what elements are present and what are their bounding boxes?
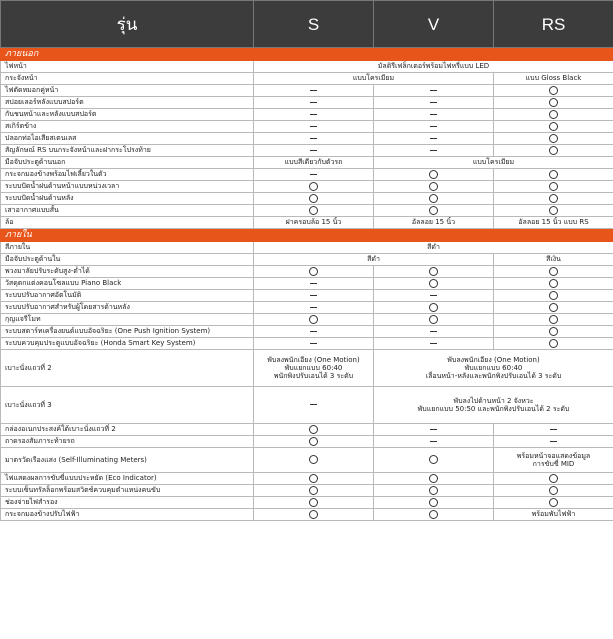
cell-value xyxy=(374,350,613,387)
table-row xyxy=(1,169,613,181)
table-row xyxy=(1,314,613,326)
row-label: ระบบปรับอากาศอัตโนมัติ xyxy=(1,290,254,302)
circle-icon xyxy=(309,315,318,324)
row-label: กล่องอเนกประสงค์ใต้เบาะนั่งแถวที่ 2 xyxy=(1,424,254,436)
table-row xyxy=(1,436,613,448)
meter-note: การขับขี่ MID xyxy=(532,460,575,468)
dash-icon xyxy=(430,150,437,151)
cell-value: ฝาครอบล้อ 15 นิ้ว xyxy=(254,217,374,229)
circle-icon xyxy=(309,474,318,483)
circle-icon xyxy=(549,134,558,143)
circle-icon xyxy=(549,110,558,119)
seat-note: พับแยกแบบ 60:40 xyxy=(464,364,523,372)
table-row xyxy=(1,205,613,217)
circle-icon xyxy=(309,194,318,203)
circle-icon xyxy=(429,510,438,519)
dash-icon xyxy=(550,441,557,442)
row-label: พวงมาลัยปรับระดับสูง-ต่ำได้ xyxy=(1,266,254,278)
cell-value: อัลลอย 15 นิ้ว แบบ RS xyxy=(494,217,613,229)
row-label: สปอยเลอร์หลังแบบสปอร์ต xyxy=(1,97,254,109)
section-interior: ภายใน xyxy=(1,229,613,242)
table-row xyxy=(1,302,613,314)
row-label: กระจังหน้า xyxy=(1,73,254,85)
cell-value: อัลลอย 15 นิ้ว xyxy=(374,217,494,229)
row-label: ระบบปรับอากาศสำหรับผู้โดยสารด้านหลัง xyxy=(1,302,254,314)
cell-value: สีดำ xyxy=(254,254,494,266)
dash-icon xyxy=(430,429,437,430)
circle-icon xyxy=(309,206,318,215)
circle-icon xyxy=(309,486,318,495)
circle-icon xyxy=(549,267,558,276)
table-row xyxy=(1,85,613,97)
row-label: ระบบควบคุมประตูแบบอัจฉริยะ (Honda Smart Key System) xyxy=(1,338,254,350)
cell-value: สีเงิน xyxy=(494,254,613,266)
dash-icon xyxy=(310,114,317,115)
circle-icon xyxy=(429,267,438,276)
circle-icon xyxy=(549,206,558,215)
row-label: ไฟแสดงผลการขับขี่แบบประหยัด (Eco Indicator) xyxy=(1,473,254,485)
table-row xyxy=(1,290,613,302)
circle-icon xyxy=(309,455,318,464)
dash-icon xyxy=(310,331,317,332)
dash-icon xyxy=(310,283,317,284)
circle-icon xyxy=(309,182,318,191)
circle-icon xyxy=(549,339,558,348)
table-row xyxy=(1,97,613,109)
table-row xyxy=(1,266,613,278)
row-label: ไฟตัดหมอกคู่หน้า xyxy=(1,85,254,97)
circle-icon xyxy=(549,194,558,203)
table-row xyxy=(1,193,613,205)
seat-note: เลื่อนหน้า-หลังและพนักพิงปรับเอนได้ 3 ระดับ xyxy=(425,372,562,380)
table-row xyxy=(1,181,613,193)
table-row xyxy=(1,133,613,145)
meter-note: พร้อมหน้าจอแสดงข้อมูล xyxy=(516,452,591,460)
table-row xyxy=(1,109,613,121)
row-label: กันชนหน้าและหลังแบบสปอร์ต xyxy=(1,109,254,121)
row-label: กุญแจรีโมท xyxy=(1,314,254,326)
table-row xyxy=(1,485,613,497)
circle-icon xyxy=(309,498,318,507)
dash-icon xyxy=(310,138,317,139)
row-label: กระจกมองข้างพร้อมไฟเลี้ยวในตัว xyxy=(1,169,254,181)
table-row xyxy=(1,326,613,338)
dash-icon xyxy=(430,102,437,103)
row-label: ระบบเซ็นทรัลล็อกพร้อมสวิตช์ควบคุมตำแหน่งคนขับ xyxy=(1,485,254,497)
seat-note: พับแยกแบบ 60:40 xyxy=(284,364,343,372)
cell-value: แบบ Gloss Black xyxy=(494,73,613,85)
dash-icon xyxy=(310,174,317,175)
circle-icon xyxy=(549,474,558,483)
table-row xyxy=(1,278,613,290)
dash-icon xyxy=(310,150,317,151)
row-label: ระบบปัดน้ำฝนด้านหลัง xyxy=(1,193,254,205)
row-label: เบาะนั่งแถวที่ 2 xyxy=(1,350,254,387)
header-row xyxy=(1,1,613,48)
seat-note: พับลงไปด้านหน้า 2 จังหวะ xyxy=(453,397,534,405)
circle-icon xyxy=(429,315,438,324)
circle-icon xyxy=(549,486,558,495)
dash-icon xyxy=(310,102,317,103)
table-row xyxy=(1,424,613,436)
dash-icon xyxy=(430,114,437,115)
circle-icon xyxy=(549,327,558,336)
circle-icon xyxy=(429,474,438,483)
circle-icon xyxy=(309,267,318,276)
table-row xyxy=(1,509,613,521)
seat-note: พนักพิงปรับเอนได้ 3 ระดับ xyxy=(273,372,354,380)
circle-icon xyxy=(429,486,438,495)
cell-value xyxy=(374,387,613,424)
row-label: มือจับประตูด้านนอก xyxy=(1,157,254,169)
row-label: เบาะนั่งแถวที่ 3 xyxy=(1,387,254,424)
circle-icon xyxy=(549,98,558,107)
table-row xyxy=(1,350,613,387)
circle-icon xyxy=(549,303,558,312)
header-s: S xyxy=(254,1,374,48)
row-label: ระบบสตาร์ทเครื่องยนต์แบบอัจฉริยะ (One Push Ignition System) xyxy=(1,326,254,338)
row-label: ระบบปัดน้ำฝนด้านหน้าแบบหน่วงเวลา xyxy=(1,181,254,193)
row-label: ไฟหน้า xyxy=(1,61,254,73)
row-label: วัสดุตกแต่งคอนโซลแบบ Piano Black xyxy=(1,278,254,290)
cell-value: แบบสีเดียวกับตัวรถ xyxy=(254,157,374,169)
row-label: มาตรวัดเรืองแสง (Self-Illuminating Meters) xyxy=(1,448,254,473)
table-row xyxy=(1,73,613,85)
circle-icon xyxy=(549,498,558,507)
dash-icon xyxy=(550,429,557,430)
circle-icon xyxy=(309,437,318,446)
dash-icon xyxy=(430,331,437,332)
seat-note: พับลงพนักเอียง (One Motion) xyxy=(267,356,360,364)
row-label: กระจกมองข้างปรับไฟฟ้า xyxy=(1,509,254,521)
header-v: V xyxy=(374,1,494,48)
row-label: สัญลักษณ์ RS บนกระจังหน้าและฝากระโปรงท้าย xyxy=(1,145,254,157)
circle-icon xyxy=(549,291,558,300)
table-row xyxy=(1,217,613,229)
row-label: ถาดรองสัมภาระท้ายรถ xyxy=(1,436,254,448)
circle-icon xyxy=(429,194,438,203)
table-row xyxy=(1,497,613,509)
circle-icon xyxy=(549,86,558,95)
row-label: มือจับประตูด้านใน xyxy=(1,254,254,266)
header-rs: RS xyxy=(494,1,613,48)
dash-icon xyxy=(430,138,437,139)
dash-icon xyxy=(310,90,317,91)
header-model: รุ่น xyxy=(1,1,254,48)
row-label: สีภายใน xyxy=(1,242,254,254)
table-row xyxy=(1,157,613,169)
circle-icon xyxy=(429,170,438,179)
cell-value: มัลติรีเฟล็กเตอร์พร้อมไฟหรี่แบบ LED xyxy=(254,61,613,73)
table-row xyxy=(1,473,613,485)
row-label: สเกิร์ตข้าง xyxy=(1,121,254,133)
cell-value: พร้อมพับไฟฟ้า xyxy=(494,509,613,521)
table-row xyxy=(1,338,613,350)
cell-value: แบบโครเมียม xyxy=(254,73,494,85)
dash-icon xyxy=(430,295,437,296)
row-label: ช่องจ่ายไฟสำรอง xyxy=(1,497,254,509)
circle-icon xyxy=(429,182,438,191)
dash-icon xyxy=(310,126,317,127)
table-row xyxy=(1,242,613,254)
circle-icon xyxy=(549,279,558,288)
table-row xyxy=(1,254,613,266)
table-row xyxy=(1,387,613,424)
circle-icon xyxy=(429,498,438,507)
cell-value xyxy=(254,350,374,387)
cell-value xyxy=(494,448,613,473)
dash-icon xyxy=(310,295,317,296)
circle-icon xyxy=(549,170,558,179)
dash-icon xyxy=(430,441,437,442)
dash-icon xyxy=(430,90,437,91)
row-label: ปลอกท่อไอเสียสเตนเลส xyxy=(1,133,254,145)
table-row xyxy=(1,448,613,473)
section-exterior: ภายนอก xyxy=(1,48,613,61)
dash-icon xyxy=(310,404,317,405)
circle-icon xyxy=(549,315,558,324)
row-label: เสาอากาศแบบสั้น xyxy=(1,205,254,217)
seat-note: พับลงพนักเอียง (One Motion) xyxy=(447,356,540,364)
cell-value: สีดำ xyxy=(254,242,613,254)
row-label: ล้อ xyxy=(1,217,254,229)
circle-icon xyxy=(549,122,558,131)
circle-icon xyxy=(429,279,438,288)
table-row xyxy=(1,145,613,157)
circle-icon xyxy=(429,206,438,215)
dash-icon xyxy=(310,343,317,344)
circle-icon xyxy=(549,182,558,191)
circle-icon xyxy=(549,146,558,155)
circle-icon xyxy=(309,425,318,434)
circle-icon xyxy=(429,455,438,464)
dash-icon xyxy=(430,343,437,344)
table-row xyxy=(1,61,613,73)
circle-icon xyxy=(309,510,318,519)
dash-icon xyxy=(310,307,317,308)
dash-icon xyxy=(430,126,437,127)
circle-icon xyxy=(429,303,438,312)
cell-value: แบบโครเมียม xyxy=(374,157,613,169)
seat-note: พับแยกแบบ 50:50 และพนักพิงปรับเอนได้ 2 ระดับ xyxy=(417,405,570,413)
table-row xyxy=(1,121,613,133)
